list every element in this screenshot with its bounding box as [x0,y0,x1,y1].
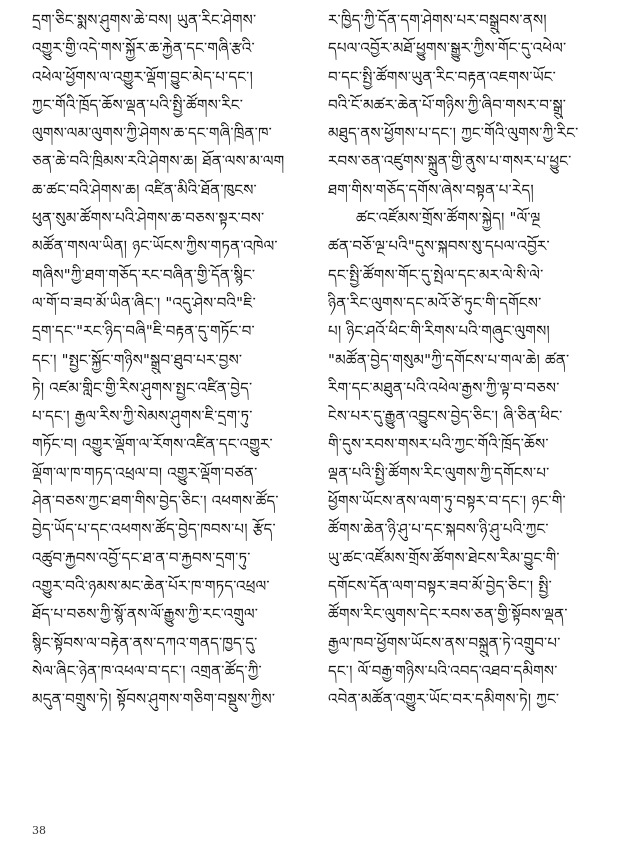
text-line: དང་སྤྱི་ཚོགས་གོང་དུ་སྤེལ་དང་མར་ལེ་སི་ལེ་ [328,265,544,284]
page-number: 38 [32,824,46,837]
text-line: ཚང་འཛོམས་གྲོས་ཚོགས་སྐྱེད། "ལོ་ལྔ [356,209,541,228]
text-line: རིག་དང་མཐུན་པའི་འཕེལ་རྒྱས་ཀྱི་ལྟ་བ་བཅས་ [328,378,560,397]
text-line: ཅན་ཆེ་བའི་ཁྲིམས་རའི་ཤེགས་ཆ། ཐོན་ལས་མ་ལག [32,152,285,171]
text-line: སེལ་ཞིང་ཉེན་ཁ་འཕལ་བ་དང་། འགྲན་ཚོད་ཀྱི་ [32,661,262,680]
text-line: དྲག་ཅིང་སྨས་ཤུགས་ཆེ་བས། ཡུན་རིང་ཤེགས་ [32,11,257,29]
text-line: ཡུ་ཚང་འཛོམས་གྲོས་ཚོགས་ཐེངས་རིམ་བྱུང་གི་ [328,548,560,567]
text-line: ཚོགས་རིང་ལུགས་དེང་རབས་ཅན་གྱི་སྟོབས་ལྡན་ [328,605,568,624]
text-line: "མཚོན་བྱེད་གསུམ"ཀྱི་དགོངས་པ་གལ་ཆེ། ཚན་ [328,350,570,369]
text-line: འགྱུར་བའི་ཉམས་མང་ཆེན་པོར་ཁ་གཏད་འཕྲལ་ [32,576,270,595]
text-line: ཕུན་སུམ་ཚོགས་པའི་ཤེགས་ཆ་བཅས་སྟར་བས་ [32,209,265,228]
text-line: ཏེ། འཛམ་གླིང་གྱི་རིས་ཤུགས་སྤྱང་འཛིན་བྱེད་ [32,378,253,397]
text-line: མཚོན་གསལ་ཡིན། ཉང་ཡོངས་ཀྱིས་གཏན་འཁེལ་ [32,237,278,256]
text-line: འགྱུར་གྱི་འདེ་གས་སྐྱོར་ཆ་རྐྱེན་དང་གཞི་རྩའི་ [32,39,255,58]
text-line: གཞིས"ཀྱི་ཐག་གཅོད་རང་བཞིན་གྱི་དོན་སྙིང་ [32,265,256,284]
text-line: ཉིན་རིང་ལུགས་དང་མའོ་ཙེ་ཏུང་གི་དགོངས་ [328,293,542,312]
text-line: ཐག་གིས་གཅོད་དགོས་ཞེས་བསྟན་པ་རེད། [328,180,534,199]
text-line: དང་། "སྤྱང་སྐྱོང་གཉིས"སྒྲུབ་ཐུབ་པར་བྱས་ [32,350,243,369]
text-line: ར་ཁྱིད་ཀྱི་དོན་དག་ཤེགས་པར་བསྒྲུབས་ནས། [328,11,547,29]
text-line: ལུགས་ལམ་ལུགས་ཀྱི་ཤེགས་ཆ་དང་གཞི་ཁྲིན་ཁ་ [32,124,273,143]
text-line: དང་། ལོ་བརྒྱ་གཉིས་པའི་འབད་འཐབ་དམིགས་ [328,661,558,680]
text-line: དཔལ་འབྱོར་མཐོ་ཕྱུགས་སྒྱུར་ཀྱིས་གོང་དུ་འཕེལ་ [328,39,567,58]
text-line: དགོངས་དོན་ལག་བསྟར་ཟབ་མོ་བྱེད་ཅིང་། སྤྱི་ [328,576,552,595]
text-line: ཐོད་པ་བཅས་ཀྱི་སྙོ་ནས་ལོ་རྒྱུས་ཀྱི་རང་འགྲུལ་ [32,605,259,624]
text-line: ཤེན་བཅས་ཀྱང་ཐག་གིས་བྱེད་ཅིང་། འཕགས་ཚོད་ [32,492,279,511]
text-line: པ། ཉིང་ཤའོ་ཕིང་གི་རིགས་པའི་གཞུང་ལུགས། [328,322,550,341]
text-line: ལྡོག་ལ་ཁ་གཏད་འཕྲལ་བ། འགྱུར་ལྡོག་བཙན་ [32,463,258,482]
text-line: ཚོགས་ཆེན་ཉི་ཤུ་པ་དང་སྐབས་ཉི་ཤུ་པའི་ཀྱང་ [328,520,549,539]
text-line: འཕེལ་ཕྱོགས་ལ་འགྱུར་ལྡོག་བྱུང་མེད་པ་དང་། [32,67,254,86]
text-line: གི་དུས་རབས་གསར་པའི་ཀྱང་གོའི་ཁྲོད་ཆོས་ [328,435,549,454]
text-line: གཏོང་བ། འགྱུར་ལྡོག་ལ་རོགས་འཛིན་དང་འགྱུར་ [32,435,273,454]
text-line: པ་དང་། རྒྱལ་རིས་ཀྱི་སེམས་ཤུགས་ཇི་དྲག་ཏུ་ [32,407,253,426]
right-text-column [328,6,602,713]
text-line: བ་དང་སྤྱི་ཚོགས་ཡུན་རིང་བརྟན་འཇགས་ཡོང་ [328,67,556,86]
text-line: འཚུབ་རྐྱབས་འབྱོ་དང་ཐ་ན་བ་རྐྱབས་དྲག་ཏུ་ [32,548,251,567]
text-line: སྙིང་སྟོབས་ལ་བརྟེན་ནས་དཀའ་གནད་ཁྱད་དུ་ [32,633,258,652]
text-line: ལྡན་པའི་སྤྱི་ཚོགས་རིང་ལུགས་ཀྱི་དགོངས་པ་ [328,463,550,482]
text-line: དྲག་དང་"རང་ཉིད་བཞི"ཇི་བརྟན་དུ་གཏོང་བ་ [32,322,255,341]
text-line: ལ་གོ་བ་ཟབ་མོ་ཡིན་ཞིང་། "འདུ་ཤེས་བའི"ཇི་ [32,293,256,312]
left-text-column [32,6,306,713]
text-line: རབས་ཅན་འཛུགས་སྐྲུན་གྱི་ནུས་པ་གསར་པ་ཕྱུང་ [328,152,572,171]
text-line: བའི་ངོ་མཚར་ཆེན་པོ་གཉིས་ཀྱི་ཞིབ་གསར་བ་སྒྲུ་ [328,95,567,114]
text-line: ཕྱོགས་ཡོངས་ནས་ལག་ཏུ་བསྟར་བ་དང་། ཉང་གི་ [328,492,566,511]
text-line: བྱེད་ཡོད་པ་དང་འཕགས་ཚོད་བྱེད་ཁབས་པ། རྩོད་ [32,520,276,539]
text-line: རྒྱལ་ཁབ་ཕྱོགས་ཡོངས་ནས་བསྐྲུན་ཏེ་འགྲུབ་པ་ [328,633,561,652]
text-line: ཚན་བཅོ་ལྔ་པའི"དུས་སྐབས་སུ་དཔལ་འབྱོར་ [328,237,550,256]
text-line: ཆ་ཚང་བའི་ཤེགས་ཆ། འཛིན་མིའི་ཐོན་ཁུངས་ [32,180,257,199]
text-line: ངེས་པར་དུ་རྒྱུན་འབྱུངས་བྱེད་ཅིང་། ཞི་ཅིན་ཕིང་ [328,407,563,426]
text-line: འབེན་མཚོན་འགྱུར་ཡོང་བར་དམིགས་ཏེ། ཀྱང་ [328,690,560,709]
text-line: ཀྱང་གོའི་ཁྲོད་ཆོས་ལྡན་པའི་སྤྱི་ཚོགས་རིང་ [32,95,244,114]
text-line: མཐུད་ནས་ཕྱོགས་པ་དང་། ཀྱང་གོའི་ལུགས་ཀྱི་རིང་ [328,124,579,143]
text-line: མདུན་བགྲུས་ཏེ། སྟོབས་ཤུགས་གཅིག་བསྡུས་ཀྱིས་ [32,690,276,709]
